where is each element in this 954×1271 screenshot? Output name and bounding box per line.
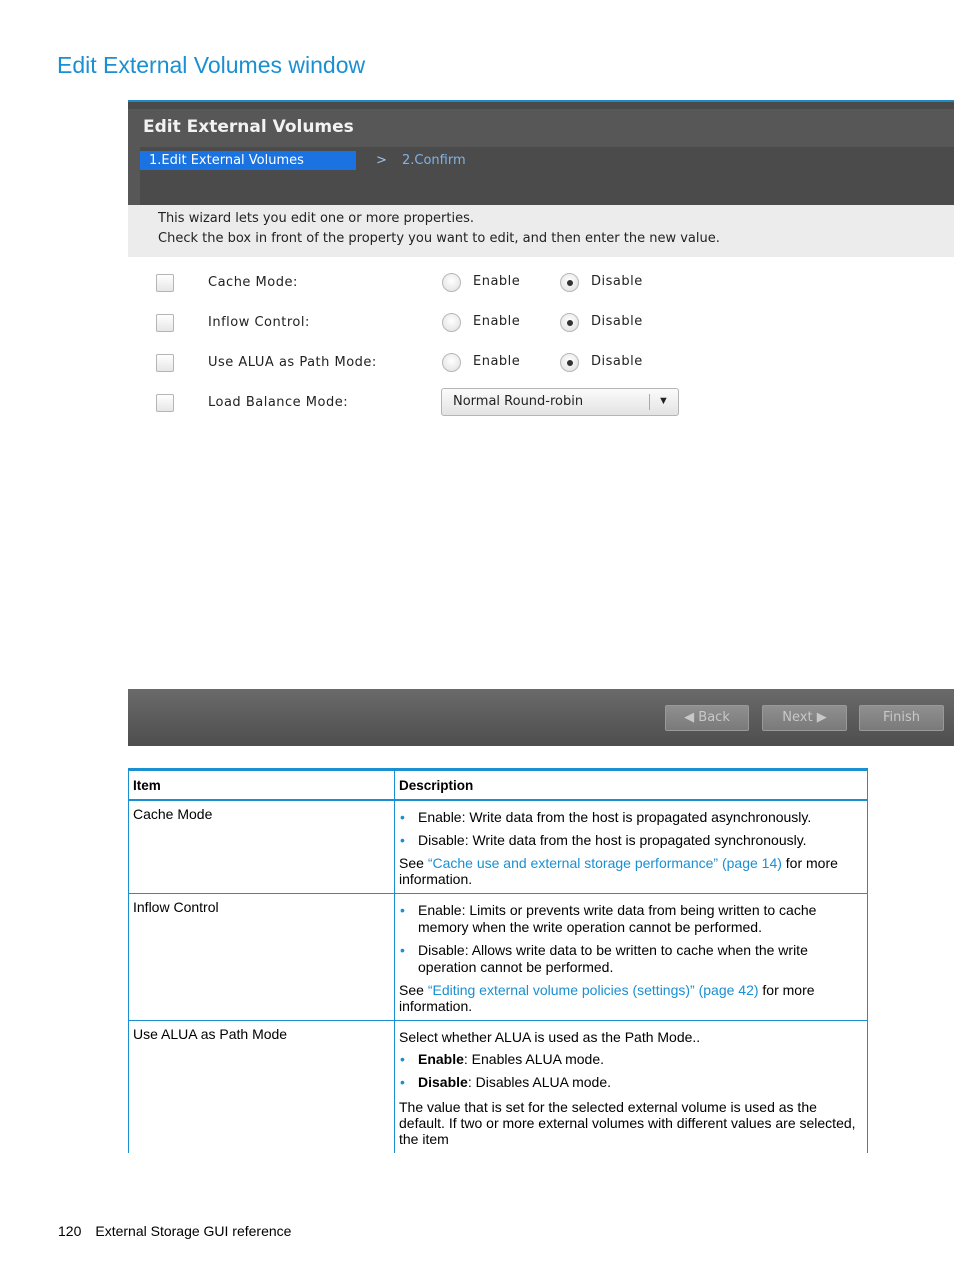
wizard-steps-bar (140, 147, 954, 205)
table-row (129, 1021, 868, 1154)
inflow-control-label: Inflow Control: (208, 315, 310, 330)
table-header-row (129, 770, 868, 801)
select-divider (649, 394, 650, 410)
back-button[interactable] (665, 705, 749, 731)
instruction-line-2: Check the box in front of the property you want to edit, and then enter the new value. (158, 231, 720, 246)
inflow-control-disable-label: Disable (591, 314, 643, 329)
cache-mode-enable-radio[interactable] (442, 273, 461, 292)
item-description-table (128, 768, 868, 1153)
step-edit-external-volumes: 1.Edit External Volumes (140, 151, 356, 170)
see-also: See “Cache use and external storage performance” (page 14) for more information. (399, 855, 838, 887)
cache-mode-label: Cache Mode: (208, 275, 298, 290)
list-item: • Enable: Write data from the host is propagated asynchronously. (399, 809, 863, 826)
table-row (129, 800, 868, 894)
window-title: Edit External Volumes (143, 117, 354, 137)
inflow-control-enable-label: Enable (473, 314, 521, 329)
row-description (395, 1021, 868, 1154)
step-separator: > (376, 153, 387, 168)
arrow-right-icon: ▶ (816, 710, 827, 725)
wizard-footer (128, 689, 954, 746)
edit-external-volumes-window (128, 100, 954, 746)
inflow-control-disable-radio[interactable] (560, 313, 579, 332)
section-title: Edit External Volumes window (57, 52, 366, 78)
inflow-control-checkbox[interactable] (156, 314, 174, 332)
cache-mode-row (128, 268, 954, 298)
row-intro: Select whether ALUA is used as the Path Mode.. (399, 1029, 701, 1045)
finish-button[interactable] (859, 705, 944, 731)
chevron-down-icon: ▼ (658, 395, 669, 407)
load-balance-checkbox[interactable] (156, 394, 174, 412)
list-item: • Disable: Disables ALUA mode. (399, 1074, 863, 1091)
alua-path-mode-checkbox[interactable] (156, 354, 174, 372)
table-row (129, 894, 868, 1021)
wizard-instructions (128, 205, 954, 257)
alua-path-mode-enable-radio[interactable] (442, 353, 461, 372)
alua-path-mode-disable-radio[interactable] (560, 353, 579, 372)
load-balance-select[interactable] (441, 388, 679, 416)
alua-path-mode-label: Use ALUA as Path Mode: (208, 355, 377, 370)
cache-mode-enable-label: Enable (473, 274, 521, 289)
list-item: • Enable: Enables ALUA mode. (399, 1051, 863, 1068)
see-also: See “Editing external volume policies (settings)” (page 42) for more information. (399, 982, 815, 1014)
step-confirm: 2.Confirm (402, 153, 466, 168)
header-item: Item (129, 770, 395, 801)
load-balance-value: Normal Round-robin (453, 394, 584, 409)
next-button[interactable] (762, 705, 847, 731)
row-description (395, 800, 868, 894)
page-number: 120 (58, 1223, 82, 1239)
row-item: Use ALUA as Path Mode (129, 1021, 395, 1154)
volume-policies-link[interactable]: “Editing external volume policies (settings)” (page 42) (427, 982, 759, 998)
back-button-label: Back (698, 710, 730, 725)
cache-mode-disable-radio[interactable] (560, 273, 579, 292)
inflow-control-enable-radio[interactable] (442, 313, 461, 332)
wizard-header (128, 109, 954, 205)
alua-path-mode-disable-label: Disable (591, 354, 643, 369)
next-button-label: Next (782, 710, 813, 725)
cache-mode-checkbox[interactable] (156, 274, 174, 292)
inflow-control-row (128, 308, 954, 338)
cache-mode-disable-label: Disable (591, 274, 643, 289)
list-item: • Disable: Write data from the host is propagated synchronously. (399, 832, 863, 849)
instruction-line-1: This wizard lets you edit one or more properties. (158, 211, 474, 226)
arrow-left-icon: ◀ (684, 710, 695, 725)
list-item: • Disable: Allows write data to be written to cache when the write operation cannot be performed. (399, 942, 863, 976)
row-item: Cache Mode (129, 800, 395, 894)
window-top-strip (128, 100, 954, 109)
alua-path-mode-row (128, 348, 954, 378)
cache-performance-link[interactable]: “Cache use and external storage performance” (page 14) (427, 855, 782, 871)
list-item: • Enable: Limits or prevents write data from being written to cache memory when the write operation cannot be performed. (399, 902, 863, 936)
header-description: Description (395, 770, 868, 801)
row-item: Inflow Control (129, 894, 395, 1021)
alua-path-mode-enable-label: Enable (473, 354, 521, 369)
load-balance-label: Load Balance Mode: (208, 395, 349, 410)
row-description (395, 894, 868, 1021)
page-footer (58, 1223, 291, 1239)
footer-text: External Storage GUI reference (95, 1223, 292, 1239)
row-outro: The value that is set for the selected external volume is used as the default. If two or more external volumes with different values are selected, the item (399, 1099, 856, 1147)
load-balance-row (128, 388, 954, 418)
finish-button-label: Finish (882, 710, 920, 725)
